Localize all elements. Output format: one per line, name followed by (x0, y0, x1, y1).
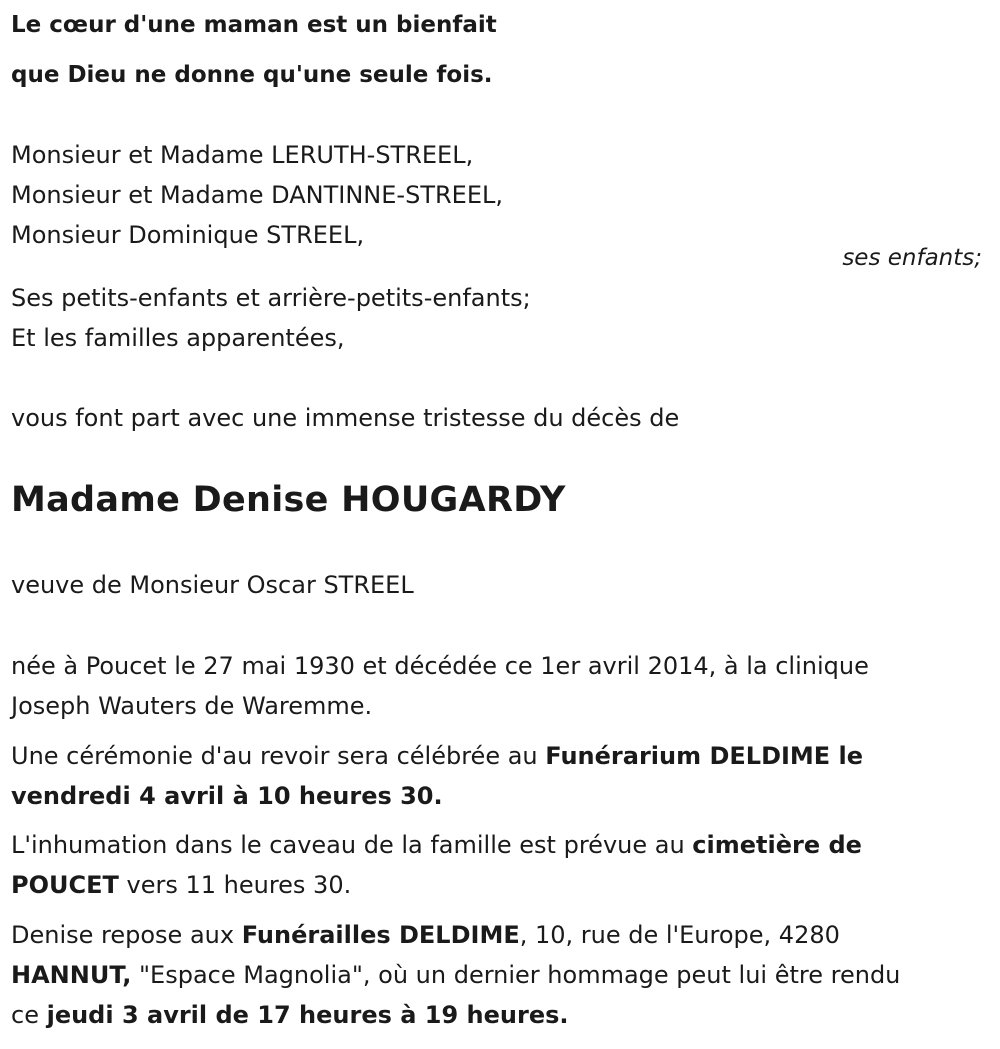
burial-time: vers 11 heures 30. (118, 871, 352, 899)
widow-line: veuve de Monsieur Oscar STREEL (11, 571, 414, 599)
rest-space: "Espace Magnolia", où un dernier hommage peut lui être rendu (131, 961, 901, 989)
child-name-2: Monsieur et Madame DANTINNE-STREEL, (11, 181, 503, 209)
related-families-line: Et les familles apparentées, (11, 324, 345, 352)
quote-line-2: que Dieu ne donne qu'une seule fois. (11, 62, 493, 88)
rest-prefix: ce (11, 1001, 47, 1029)
ceremony-text: Une cérémonie d'au revoir sera célébrée au (11, 742, 546, 770)
grandchildren-line: Ses petits-enfants et arrière-petits-enfants; (11, 284, 531, 312)
rest-address: , 10, rue de l'Europe, 4280 (519, 921, 840, 949)
child-name-3: Monsieur Dominique STREEL, (11, 221, 365, 249)
ceremony-line-1 (11, 741, 863, 771)
rest-line-1 (11, 920, 840, 950)
children-label: ses enfants; (842, 245, 982, 271)
burial-line-1 (11, 830, 862, 860)
deceased-name: Madame Denise HOUGARDY (11, 480, 566, 520)
rest-visiting-hours: jeudi 3 avril de 17 heures à 19 heures. (46, 1001, 569, 1029)
burial-text: L'inhumation dans le caveau de la famille est prévue au (11, 831, 693, 859)
ceremony-venue: Funérarium DELDIME le (545, 742, 864, 770)
burial-line-2 (11, 870, 351, 900)
burial-cemetery: cimetière de (692, 831, 862, 859)
birth-death-line-2: Joseph Wauters de Waremme. (11, 692, 373, 720)
birth-death-line-1: née à Poucet le 27 mai 1930 et décédée ce 1er avril 2014, à la clinique (11, 652, 869, 680)
burial-place: POUCET (11, 871, 119, 899)
rest-line-3 (11, 1000, 569, 1030)
ceremony-date: vendredi 4 avril à 10 heures 30. (11, 782, 443, 810)
rest-line-2 (11, 960, 900, 990)
rest-venue: Funérailles DELDIME (241, 921, 520, 949)
announcement-line: vous font part avec une immense tristesse du décès de (11, 404, 680, 432)
rest-text: Denise repose aux (11, 921, 242, 949)
child-name-1: Monsieur et Madame LERUTH-STREEL, (11, 141, 474, 169)
rest-city: HANNUT, (11, 961, 132, 989)
quote-line-1: Le cœur d'une maman est un bienfait (11, 12, 497, 38)
